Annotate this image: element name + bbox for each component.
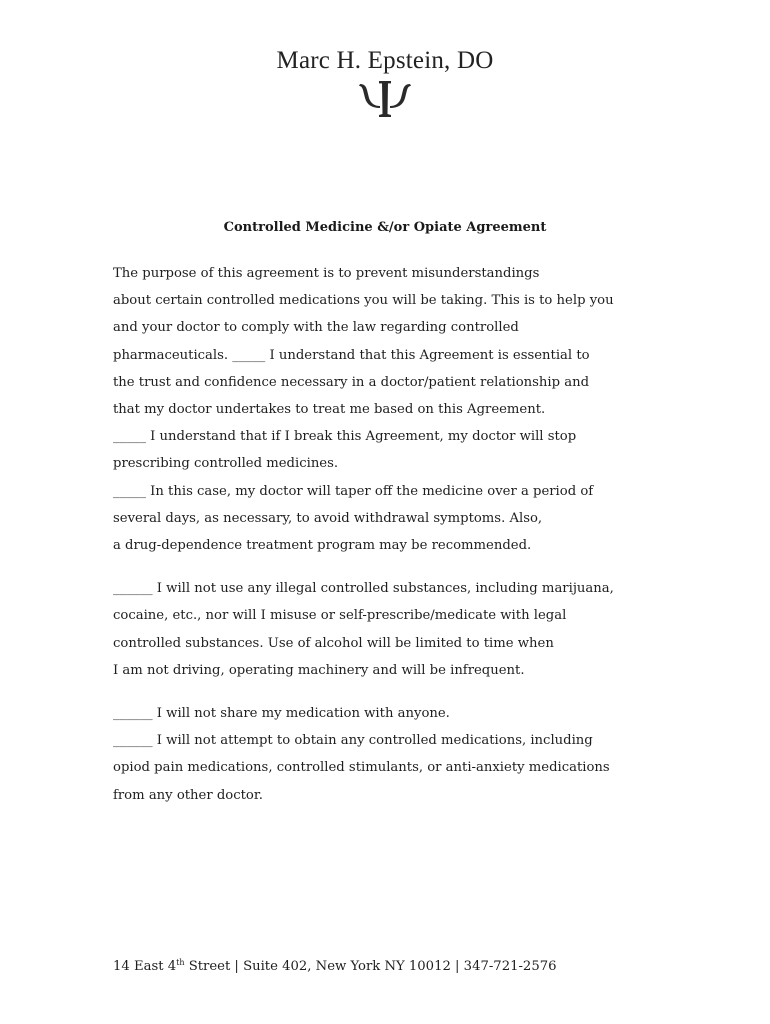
letterhead [0,44,770,120]
text-line: a drug-dependence treatment program may be recommended. [113,538,532,554]
address-rest: Street | Suite 402, New York NY 10012 | 347-721-2576 [184,959,557,974]
paragraph-purpose [113,260,673,559]
text-line: The purpose of this agreement is to prevent misunderstandings [113,266,540,281]
text-line: ______ I will not use any illegal controlled substances, including marijuana, [113,581,614,597]
text-line: opiod pain medications, controlled stimulants, or anti-anxiety medications [113,760,610,776]
address-street-number: 14 East 4 [113,959,177,974]
document-title: Controlled Medicine &/or Opiate Agreement [223,220,547,235]
agreement-body [113,260,673,809]
text-line: controlled substances. Use of alcohol will be limited to time when [113,635,554,651]
text-line: several days, as necessary, to avoid withdrawal symptoms. Also, [113,510,543,526]
text-line: _____ In this case, my doctor will taper off the medicine over a period of [113,483,594,499]
text-line: cocaine, etc., nor will I misuse or self-prescribe/medicate with legal [113,608,567,624]
footer-address [113,958,557,974]
psi-icon [358,80,412,120]
text-line: that my doctor undertakes to treat me based on this Agreement. [113,402,546,418]
text-line: about certain controlled medications you will be taking. This is to help you [113,293,614,309]
text-line: from any other doctor. [113,787,263,803]
doctor-name: Marc H. Epstein, DO [276,47,494,74]
text-line: ______ I will not attempt to obtain any controlled medications, including [113,733,593,749]
ordinal-suffix: th [176,958,185,967]
text-line: ______ I will not share my medication with anyone. [113,706,450,722]
text-line: the trust and confidence necessary in a doctor/patient relationship and [113,374,590,390]
text-line: _____ I understand that if I break this Agreement, my doctor will stop [113,429,577,445]
text-line: and your doctor to comply with the law regarding controlled [113,320,519,336]
text-line: pharmaceuticals. _____ I understand that this Agreement is essential to [113,347,590,363]
paragraph-sharing [113,700,673,809]
text-line: I am not driving, operating machinery and will be infrequent. [113,662,525,678]
text-line: prescribing controlled medicines. [113,456,339,472]
paragraph-substances [113,575,673,684]
